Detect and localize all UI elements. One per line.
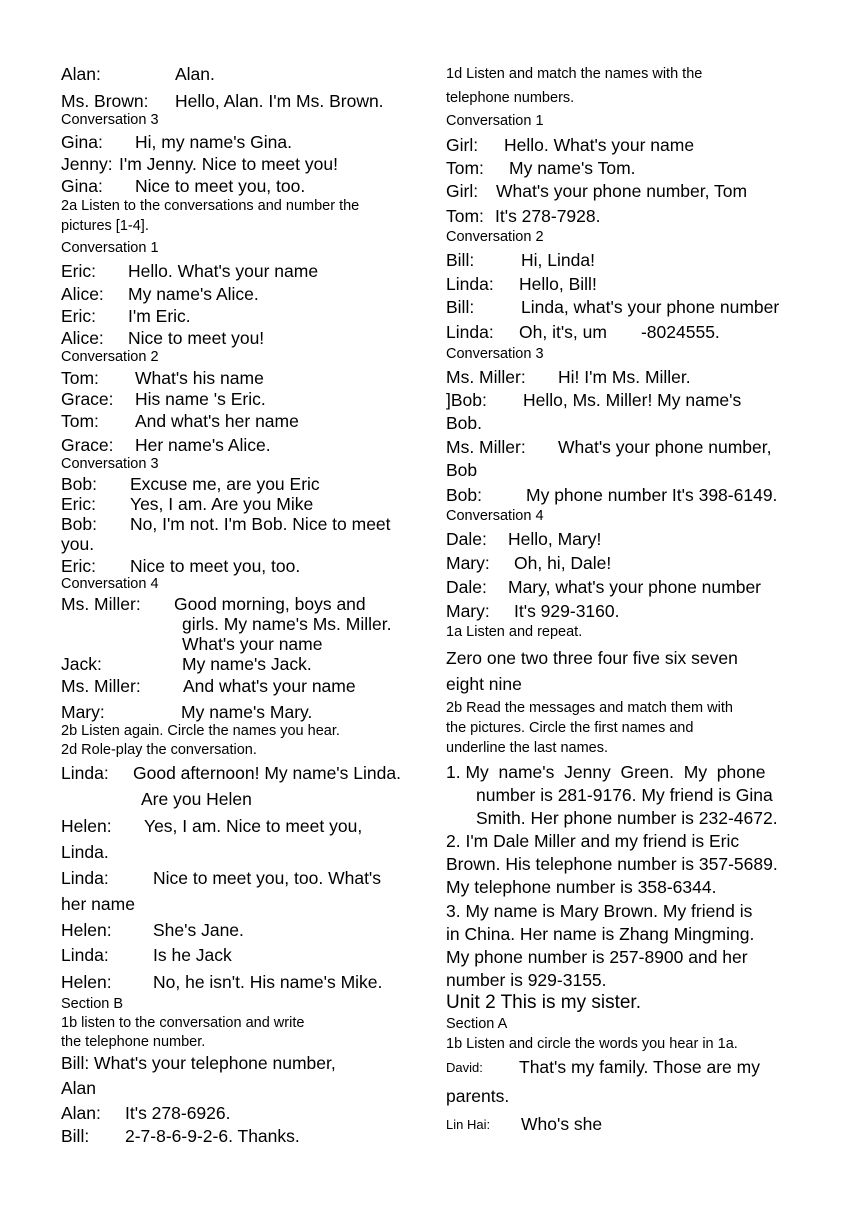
body-text: My phone number is 257-8900 and her xyxy=(446,947,748,967)
dialogue-text: It's 278-6926. xyxy=(125,1103,231,1123)
body-text: Conversation 4 xyxy=(61,576,159,592)
dialogue-text: Nice to meet you, too. What's xyxy=(153,868,382,888)
dialogue-text: Alan. xyxy=(175,64,215,84)
body-text: telephone numbers. xyxy=(446,90,575,106)
speaker-label: Ms. Miller: xyxy=(446,437,526,457)
dialogue-text: My name's Jack. xyxy=(182,654,312,674)
dialogue-text: Hello, Mary! xyxy=(508,529,602,549)
dialogue-text: Yes, I am. Are you Mike xyxy=(130,494,314,514)
speaker-label: David: xyxy=(446,1060,483,1075)
speaker-label: Linda: xyxy=(61,763,109,783)
body-text: Alan xyxy=(61,1078,97,1098)
dialogue-text: Hello. What's your name xyxy=(128,261,319,281)
body-text: 1b listen to the conversation and write xyxy=(61,1015,305,1031)
speaker-label: Dale: xyxy=(446,529,487,549)
body-text: Conversation 1 xyxy=(446,113,544,129)
body-text: number is 929-3155. xyxy=(446,970,607,990)
body-text: Bill: What's your telephone number, xyxy=(61,1053,336,1073)
body-text: underline the last names. xyxy=(446,740,609,756)
body-text: Linda. xyxy=(61,842,109,862)
speaker-label: Bob: xyxy=(61,474,97,494)
dialogue-text: Nice to meet you! xyxy=(128,328,265,348)
dialogue-text: Hi, Linda! xyxy=(521,250,595,270)
body-text: Conversation 1 xyxy=(61,240,159,256)
speaker-label: Alice: xyxy=(61,284,104,304)
dialogue-text: Linda, what's your phone number xyxy=(521,297,780,317)
speaker-label: Lin Hai: xyxy=(446,1117,491,1132)
dialogue-text: Good morning, boys and xyxy=(174,594,366,614)
body-text: Brown. His telephone number is 357-5689. xyxy=(446,854,778,874)
body-text: number is 281-9176. My friend is Gina xyxy=(476,785,773,805)
body-text: Zero one two three four five six seven xyxy=(446,648,738,668)
speaker-label: Tom: xyxy=(446,206,484,226)
dialogue-text: No, he isn't. His name's Mike. xyxy=(153,972,383,992)
body-text: in China. Her name is Zhang Mingming. xyxy=(446,924,755,944)
body-text: eight nine xyxy=(446,674,522,694)
body-text: you. xyxy=(61,534,95,554)
dialogue-text: Oh, it's, um -8024555. xyxy=(519,322,720,342)
body-text: the telephone number. xyxy=(61,1034,206,1050)
dialogue-text: What's your phone number, Tom xyxy=(496,181,748,201)
body-text: 1b Listen and circle the words you hear in 1a. xyxy=(446,1036,738,1052)
speaker-label: Bill: xyxy=(61,1126,90,1146)
dialogue-text: And what's her name xyxy=(135,411,299,431)
speaker-label: Linda: xyxy=(61,868,109,888)
dialogue-text: Oh, hi, Dale! xyxy=(514,553,612,573)
dialogue-text: What's your phone number, xyxy=(558,437,772,457)
dialogue-text: His name 's Eric. xyxy=(135,389,266,409)
speaker-label: Linda: xyxy=(61,945,109,965)
dialogue-text: Is he Jack xyxy=(153,945,232,965)
speaker-label: Bill: xyxy=(446,297,475,317)
dialogue-text: What's his name xyxy=(135,368,264,388)
dialogue-text: Who's she xyxy=(521,1114,603,1134)
speaker-label: Helen: xyxy=(61,920,112,940)
body-text: Smith. Her phone number is 232-4672. xyxy=(476,808,778,828)
speaker-label: Ms. Miller: xyxy=(446,367,526,387)
dialogue-text: Hello, Ms. Miller! My name's xyxy=(523,390,742,410)
speaker-label: Grace: xyxy=(61,435,114,455)
speaker-label: Bob: xyxy=(446,485,482,505)
dialogue-text: My name's Alice. xyxy=(128,284,259,304)
body-text: Conversation 2 xyxy=(446,229,544,245)
speaker-label: Linda: xyxy=(446,274,494,294)
speaker-label: Helen: xyxy=(61,972,112,992)
speaker-label: Helen: xyxy=(61,816,112,836)
dialogue-text: Yes, I am. Nice to meet you, xyxy=(144,816,363,836)
dialogue-text: Nice to meet you, too. xyxy=(135,176,306,196)
body-text: My telephone number is 358-6344. xyxy=(446,877,717,897)
speaker-label: Alan: xyxy=(61,64,101,84)
dialogue-text: Good afternoon! My name's Linda. xyxy=(133,763,401,783)
body-text: 2b Read the messages and match them with xyxy=(446,700,733,716)
speaker-label: Gina: xyxy=(61,176,103,196)
dialogue-text: Hi! I'm Ms. Miller. xyxy=(558,367,691,387)
speaker-label: Eric: xyxy=(61,556,96,576)
body-text: 2b Listen again. Circle the names you hear. xyxy=(61,723,340,739)
body-text: Bob xyxy=(446,460,478,480)
speaker-label: Jenny: xyxy=(61,154,113,174)
speaker-label: Grace: xyxy=(61,389,114,409)
speaker-label: Mary: xyxy=(446,601,490,621)
speaker-label: Alice: xyxy=(61,328,104,348)
speaker-label: Linda: xyxy=(446,322,494,342)
dialogue-text: It's 929-3160. xyxy=(514,601,620,621)
dialogue-text: Hi, my name's Gina. xyxy=(135,132,292,152)
speaker-label: Ms. Miller: xyxy=(61,594,141,614)
dialogue-text: It's 278-7928. xyxy=(495,206,601,226)
dialogue-text: I'm Jenny. Nice to meet you! xyxy=(119,154,338,174)
speaker-label: Tom: xyxy=(446,158,484,178)
body-text: pictures [1-4]. xyxy=(61,218,149,234)
dialogue-text: I'm Eric. xyxy=(128,306,191,326)
speaker-label: Girl: xyxy=(446,181,479,201)
dialogue-text: That's my family. Those are my xyxy=(519,1057,760,1077)
speaker-label: Tom: xyxy=(61,368,99,388)
speaker-label: Eric: xyxy=(61,261,96,281)
body-text: Are you Helen xyxy=(141,789,252,809)
dialogue-text: Hello, Bill! xyxy=(519,274,597,294)
dialogue-text: Hello. What's your name xyxy=(504,135,695,155)
body-text: Conversation 3 xyxy=(446,346,544,362)
dialogue-text: Hello, Alan. I'm Ms. Brown. xyxy=(175,91,384,111)
dialogue-text: She's Jane. xyxy=(153,920,244,940)
speaker-label: Eric: xyxy=(61,306,96,326)
speaker-label: Alan: xyxy=(61,1103,101,1123)
dialogue-text: 2-7-8-6-9-2-6. Thanks. xyxy=(125,1126,300,1146)
dialogue-text: My name's Mary. xyxy=(181,702,313,722)
body-text: 2. I'm Dale Miller and my friend is Eric xyxy=(446,831,740,851)
body-text: Conversation 4 xyxy=(446,508,544,524)
body-text: parents. xyxy=(446,1086,510,1106)
body-text: Unit 2 This is my sister. xyxy=(446,992,641,1013)
body-text: Bob. xyxy=(446,413,482,433)
speaker-label: Bob: xyxy=(61,514,97,534)
body-text: Section A xyxy=(446,1016,508,1032)
speaker-label: Gina: xyxy=(61,132,103,152)
body-text: 1d Listen and match the names with the xyxy=(446,66,703,82)
dialogue-text: No, I'm not. I'm Bob. Nice to meet xyxy=(130,514,391,534)
body-text: What's your name xyxy=(182,634,323,654)
body-text: the pictures. Circle the first names and xyxy=(446,720,694,736)
speaker-label: Mary: xyxy=(446,553,490,573)
speaker-label: Girl: xyxy=(446,135,479,155)
body-text: 3. My name is Mary Brown. My friend is xyxy=(446,901,753,921)
dialogue-text: Excuse me, are you Eric xyxy=(130,474,320,494)
body-text: 1. My name's Jenny Green. My phone xyxy=(446,762,766,782)
dialogue-text: My name's Tom. xyxy=(509,158,636,178)
speaker-label: Dale: xyxy=(446,577,487,597)
dialogue-text: Mary, what's your phone number xyxy=(508,577,761,597)
dialogue-text: Her name's Alice. xyxy=(135,435,271,455)
body-text: 1a Listen and repeat. xyxy=(446,624,583,640)
speaker-label: Ms. Brown: xyxy=(61,91,149,111)
body-text: 2a Listen to the conversations and number the xyxy=(61,198,360,214)
dialogue-text: My phone number It's 398-6149. xyxy=(526,485,778,505)
speaker-label: Ms. Miller: xyxy=(61,676,141,696)
speaker-label: Eric: xyxy=(61,494,96,514)
speaker-label: ]Bob: xyxy=(446,390,487,410)
body-text: 2d Role-play the conversation. xyxy=(61,742,257,758)
dialogue-text: Nice to meet you, too. xyxy=(130,556,301,576)
body-text: girls. My name's Ms. Miller. xyxy=(182,614,392,634)
body-text: Conversation 3 xyxy=(61,456,159,472)
body-text: her name xyxy=(61,894,135,914)
body-text: Conversation 2 xyxy=(61,349,159,365)
speaker-label: Tom: xyxy=(61,411,99,431)
dialogue-text: And what's your name xyxy=(183,676,356,696)
body-text: Section B xyxy=(61,996,124,1012)
body-text: Conversation 3 xyxy=(61,112,159,128)
speaker-label: Bill: xyxy=(446,250,475,270)
speaker-label: Mary: xyxy=(61,702,105,722)
speaker-label: Jack: xyxy=(61,654,102,674)
